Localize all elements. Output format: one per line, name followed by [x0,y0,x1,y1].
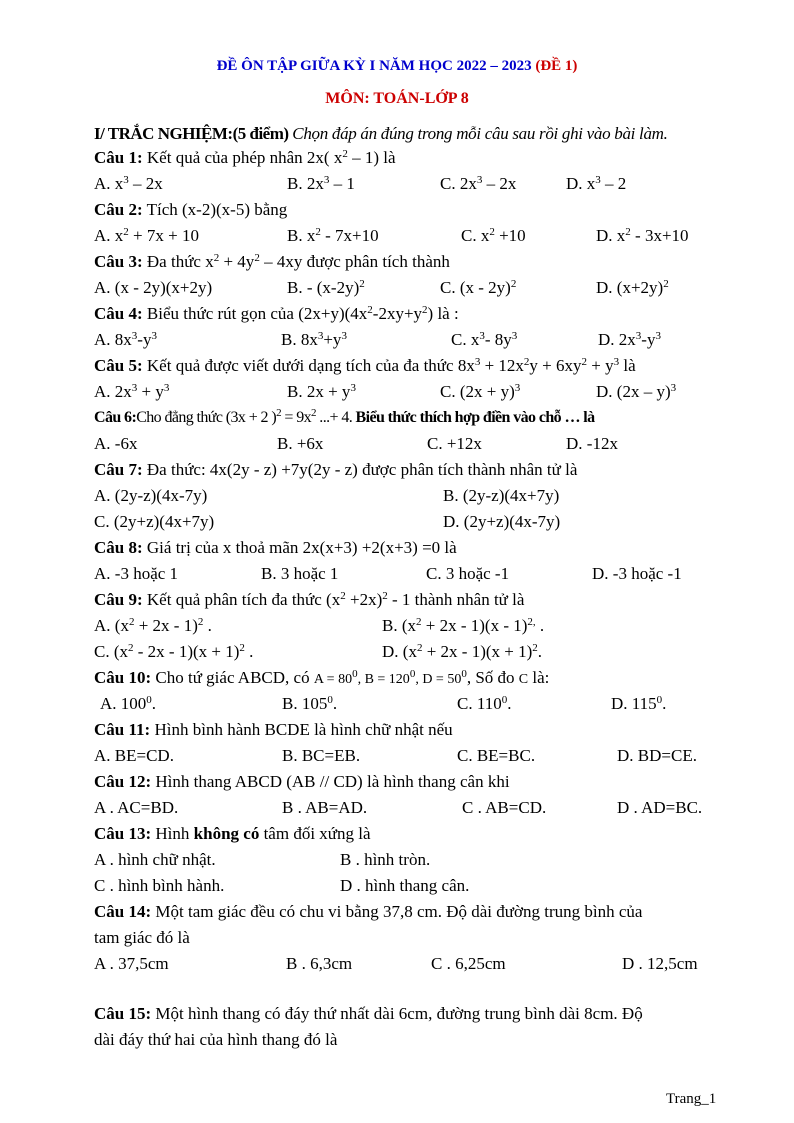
q7-option-c[interactable]: C. (2y+z)(4x+7y) [94,512,215,531]
q2-option-c[interactable]: C. $x^2 +10$ [461,226,526,245]
exam-subject: MÔN: TOÁN-LỚP 8 [325,90,469,107]
question-14-continued: tam giác đó là [94,928,190,947]
q9-option-b[interactable]: B. $(x^2 + 2x - 1)(x - 1)^{2,}$ . [382,616,545,635]
q5-option-d[interactable]: D. (2x – y)$^3$ [596,382,677,401]
q13-option-b[interactable]: B . hình tròn. [340,850,431,869]
q11-option-b[interactable]: B. BC=EB. [282,746,361,765]
q12-option-b[interactable]: B . AB=AD. [282,798,368,817]
q8-option-c[interactable]: C. 3 hoặc -1 [426,564,510,583]
q14-option-d[interactable]: D . 12,5cm [622,954,698,973]
question-15-continued: dài đáy thứ hai của hình thang đó là [94,1030,338,1049]
q12-option-c[interactable]: C . AB=CD. [462,798,547,817]
exam-title [0,58,794,75]
q3-option-b[interactable]: B. - $(x-2y)^2$ [287,278,365,297]
section-instruction: Chọn đáp án đúng trong mỗi câu sau rồi ghi vào bài làm. [292,124,668,143]
q12-option-a[interactable]: A . AC=BD. [94,798,179,817]
question-5: Câu 5: Kết quả được viết dưới dạng tích của đa thức $8x^3 + 12x^2y + 6xy^2 + y^3$ là [94,356,636,375]
q8-option-a[interactable]: A. -3 hoặc 1 [94,564,179,583]
q5-option-c[interactable]: C. $(2x + y)^3$ [440,382,521,401]
q13-option-a[interactable]: A . hình chữ nhật. [94,850,216,869]
q14-option-b[interactable]: B . 6,3cm [286,954,353,973]
q6-option-c[interactable]: C. +12x [427,434,482,453]
page-number: Trang_1 [666,1091,717,1107]
q4-option-a[interactable]: A. $8x^3-y^3$ [94,330,157,349]
q10-option-b[interactable]: B. $105^0$. [282,694,338,713]
q10-option-d[interactable]: D. $115^0$. [611,694,667,713]
q9-option-a[interactable]: A. $(x^2 + 2x - 1)^2$ . [94,616,212,635]
q6-option-b[interactable]: B. +6x [277,434,324,453]
q9-option-d[interactable]: D. $(x^2 + 2x - 1)(x + 1)^2$. [382,642,543,661]
q11-option-c[interactable]: C. BE=BC. [457,746,536,765]
q1-option-d[interactable]: D. $x^3 - 2$ [566,174,627,193]
q4-option-b[interactable]: B. $8x^3+y^3$ [281,330,347,349]
section-heading: I/ TRẮC NGHIỆM:(5 điểm) Chọn đáp án đúng trong mỗi câu sau rồi ghi vào bài làm. [94,124,668,143]
q2-option-d[interactable]: D. $x^2 - 3x+10$ [596,226,689,245]
question-14: Câu 14: Một tam giác đều có chu vi bằng 37,8 cm. Độ dài đường trung bình của [94,902,643,921]
question-7: Câu 7: Đa thức: 4x(2y - z) +7y(2y - z) được phân tích thành nhân tử là [94,460,578,479]
q14-option-a[interactable]: A . 37,5cm [94,954,169,973]
given-angles: $A = 80^0$, $B = 120^0$, $D = 50^0$ [313,668,467,687]
question-8: Câu 8: Giá trị của x thoả mãn 2x(x+3) +2(x+3) =0 là [94,538,457,557]
q13-option-d[interactable]: D . hình thang cân. [340,876,470,895]
question-6: Câu 6:Cho đẳng thức (3x + 2 )$^2 = 9x^2$ ...+ 4. Biểu thức thích hợp điền vào chỗ … là [94,407,595,426]
q11-option-d[interactable]: D. BD=CE. [617,746,697,765]
question-1: Câu 1: Kết quả của phép nhân 2x( $x^2 - 1$) là [94,148,396,167]
q4-option-c[interactable]: C. $x^3-$ $8y^3$ [451,330,518,349]
q3-option-d[interactable]: D. $(x+2y)^2$ [596,278,669,297]
q1-option-a[interactable]: A. $x^3 - 2x$ [94,174,163,193]
q1-option-b[interactable]: B. $2x^3 - 1$ [287,174,355,193]
exam-title-main: ĐỀ ÔN TẬP GIỮA KỲ I NĂM HỌC 2022 – 2023 [216,58,532,74]
question-10: Câu 10: Cho tứ giác ABCD, có $A = 80^0$, $B = 120^0$, $D = 50^0$, Số đo C là: [94,668,550,687]
question-15: Câu 15: Một hình thang có đáy thứ nhất dài 6cm, đường trung bình dài 8cm. Độ [94,1004,643,1023]
q5-option-b[interactable]: B. $2x + y^3$ [287,382,356,401]
q9-option-c[interactable]: C. $(x^2 - 2x - 1)(x + 1)^2$ . [94,642,254,661]
q8-option-b[interactable]: B. 3 hoặc 1 [261,564,339,583]
q6-option-d[interactable]: D. -12x [566,434,618,453]
question-4: Câu 4: Biểu thức rút gọn của $(2x+y)(4x^2-2xy+y^2)$ là : [94,304,459,323]
q2-option-a[interactable]: A. $x^2 + 7x + 10$ [94,226,199,245]
q13-option-c[interactable]: C . hình bình hành. [94,876,225,895]
question-2: Câu 2: Tích (x-2)(x-5) bằng [94,200,288,219]
question-13: Câu 13: Hình không có tâm đối xứng là [94,824,371,843]
q10-option-c[interactable]: C. $110^0$. [457,694,512,713]
q8-option-d[interactable]: D. -3 hoặc -1 [592,564,682,583]
exam-title-tag: (ĐỀ 1) [535,58,578,74]
q7-option-b[interactable]: B. (2y-z)(4x+7y) [443,486,560,505]
q10-option-a[interactable]: A. $100^0$. [100,694,157,713]
q1-option-c[interactable]: C. $2x^3 - 2x$ [440,174,517,193]
question-12: Câu 12: Hình thang ABCD (AB // CD) là hình thang cân khi [94,772,510,791]
question-11: Câu 11: Hình bình hành BCDE là hình chữ nhật nếu [94,720,453,739]
q6-option-a[interactable]: A. -6x [94,434,138,453]
q14-option-c[interactable]: C . 6,25cm [431,954,506,973]
q11-option-a[interactable]: A. BE=CD. [94,746,174,765]
question-3: Câu 3: Đa thức $x^2 + 4y^2 - 4xy$ được phân tích thành [94,252,450,271]
q12-option-d[interactable]: D . AD=BC. [617,798,703,817]
q3-option-a[interactable]: A. (x - 2y)(x+2y) [94,278,213,297]
q3-option-c[interactable]: C. (x - 2y)$^2$ [440,278,517,297]
q7-option-d[interactable]: D. (2y+z)(4x-7y) [443,512,561,531]
q7-option-a[interactable]: A. (2y-z)(4x-7y) [94,486,208,505]
question-9: Câu 9: Kết quả phân tích đa thức $(x^2 +2x)^2 - 1$ thành nhân tử là [94,590,525,609]
q2-option-b[interactable]: B. $x^2 - 7x+10$ [287,226,379,245]
q5-option-a[interactable]: A. $2x^3 + y^3$ [94,382,170,401]
q4-option-d[interactable]: D. $2x^3-y^3$ [598,330,661,349]
